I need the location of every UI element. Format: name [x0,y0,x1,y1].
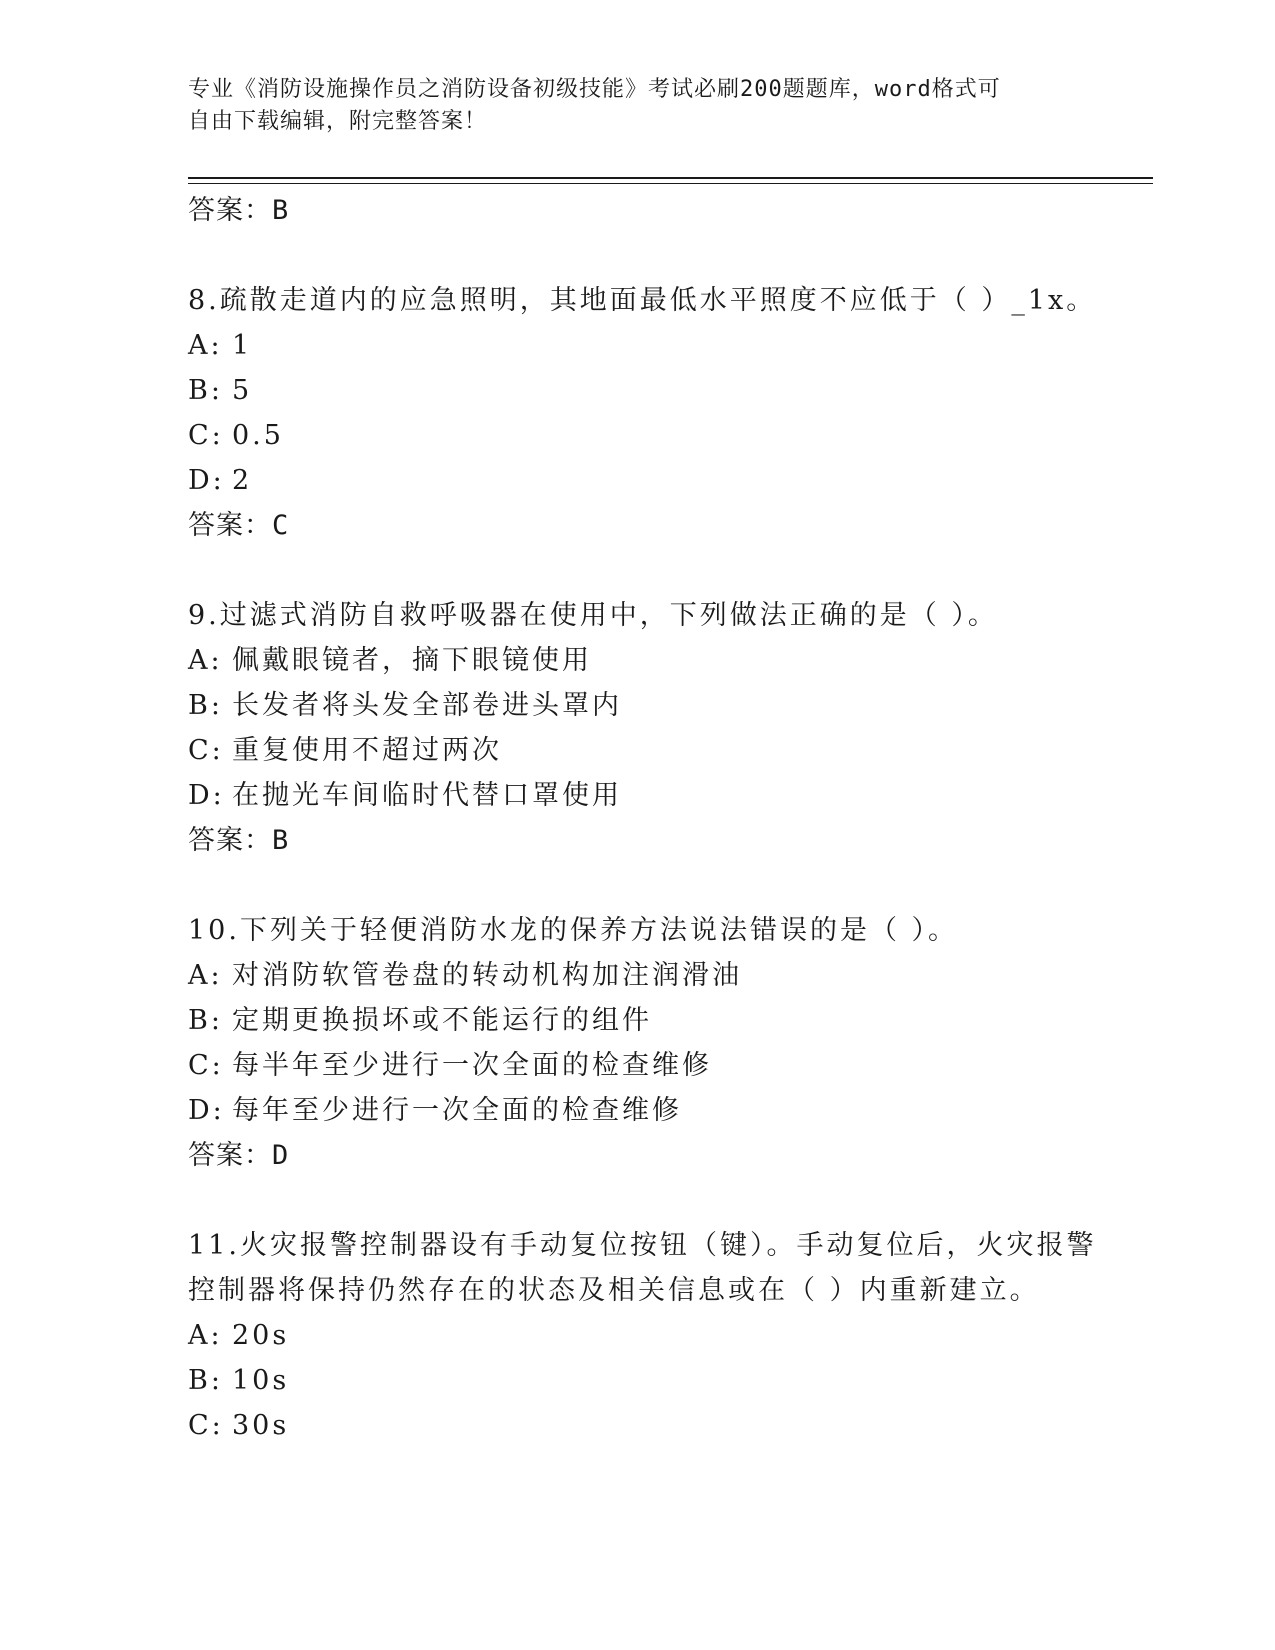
question-11 [188,1223,1097,1448]
option-c [188,1043,1088,1088]
option-label: D: [188,1095,225,1126]
option-text: 5 [232,375,253,406]
question-text-line-1: 11.火灾报警控制器设有手动复位按钮（键）。手动复位后，火灾报警 [188,1230,1097,1261]
option-label: A: [188,330,223,361]
option-label: D: [188,465,225,496]
option-label: C: [188,735,224,766]
option-b [188,1358,1088,1403]
question-answer: 答案：D [188,1140,290,1171]
option-label: B: [188,1005,223,1036]
header-divider-thick [188,177,1153,179]
question-list [188,188,1097,1448]
option-label: A: [188,645,223,676]
option-c [188,413,1088,458]
option-label: A: [188,960,223,991]
option-label: B: [188,1365,223,1396]
option-c [188,728,1088,773]
option-label: C: [188,1410,224,1441]
option-text: 佩戴眼镜者，摘下眼镜使用 [232,645,592,676]
option-text: 1 [232,330,253,361]
option-text: 定期更换损坏或不能运行的组件 [232,1005,652,1036]
option-text: 10s [232,1365,290,1396]
option-text: 30s [232,1410,290,1441]
option-text: 20s [232,1320,290,1351]
question-9 [188,593,1088,863]
option-text: 重复使用不超过两次 [232,735,502,766]
question-text: 10.下列关于轻便消防水龙的保养方法说法错误的是（ ）。 [188,915,959,946]
question-text: 8.疏散走道内的应急照明，其地面最低水平照度不应低于（ ）_1x。 [188,285,1097,316]
option-label: B: [188,690,223,721]
option-a [188,953,1088,998]
option-a [188,1313,1088,1358]
question-8 [188,278,1097,548]
option-text: 对消防软管卷盘的转动机构加注润滑油 [232,960,742,991]
question-answer: 答案：B [188,825,290,856]
option-text: 在抛光车间临时代替口罩使用 [232,780,622,811]
option-d [188,773,1088,818]
document-header [188,74,1068,138]
option-label: C: [188,1050,224,1081]
option-a [188,323,1088,368]
option-b [188,368,1088,413]
header-divider-thin [188,183,1153,184]
option-label: B: [188,375,223,406]
option-a [188,638,1088,683]
option-label: D: [188,780,225,811]
option-text: 每半年至少进行一次全面的检查维修 [232,1050,712,1081]
header-line-2: 自由下载编辑，附完整答案！ [188,109,488,134]
option-c [188,1403,1088,1448]
option-text: 每年至少进行一次全面的检查维修 [232,1095,682,1126]
option-label: C: [188,420,224,451]
question-text: 9.过滤式消防自救呼吸器在使用中，下列做法正确的是（ ）。 [188,600,998,631]
option-b [188,683,1088,728]
option-text: 长发者将头发全部卷进头罩内 [232,690,622,721]
option-label: A: [188,1320,223,1351]
option-b [188,998,1088,1043]
option-d [188,458,1088,503]
question-answer: 答案：C [188,510,290,541]
question-10 [188,908,1088,1178]
option-text: 0.5 [232,420,284,451]
previous-answer: 答案：B [188,195,290,226]
option-d [188,1088,1088,1133]
question-text-line-2: 控制器将保持仍然存在的状态及相关信息或在（ ）内重新建立。 [188,1275,1040,1306]
option-text: 2 [232,465,253,496]
header-line-1: 专业《消防设施操作员之消防设备初级技能》考试必刷200题题库，word格式可 [188,77,1001,102]
